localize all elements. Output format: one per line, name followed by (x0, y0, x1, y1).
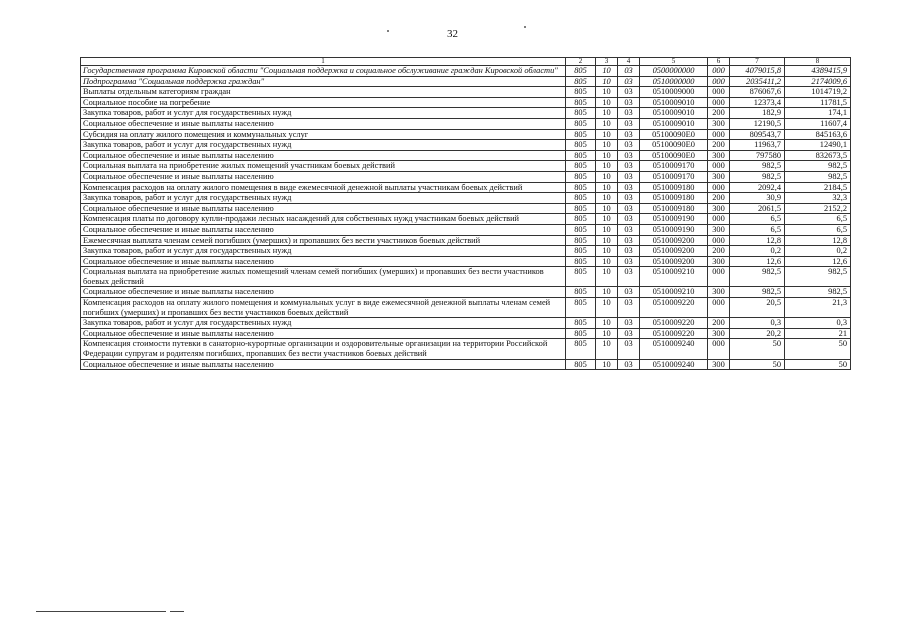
row-cell-c6: 000 (708, 161, 730, 172)
row-cell-c5: 0510009180 (640, 182, 708, 193)
row-cell-c8: 174,1 (785, 108, 851, 119)
row-cell-c2: 805 (566, 108, 596, 119)
row-cell-c5: 0510009240 (640, 339, 708, 359)
row-cell-c2: 805 (566, 256, 596, 267)
row-cell-c7: 12373,4 (730, 97, 785, 108)
table-row (81, 87, 851, 98)
row-cell-c4: 03 (618, 182, 640, 193)
row-cell-c5: 0510009210 (640, 267, 708, 287)
row-cell-c2: 805 (566, 214, 596, 225)
row-cell-c6: 000 (708, 66, 730, 77)
row-name: Социальное обеспечение и иные выплаты населению (81, 256, 566, 267)
row-cell-c6: 200 (708, 140, 730, 151)
row-name: Закупка товаров, работ и услуг для государственных нужд (81, 193, 566, 204)
row-cell-c7: 30,9 (730, 193, 785, 204)
row-cell-c5: 0510009010 (640, 108, 708, 119)
row-cell-c2: 805 (566, 339, 596, 359)
row-cell-c7: 2092,4 (730, 182, 785, 193)
row-cell-c3: 10 (596, 171, 618, 182)
row-cell-c3: 10 (596, 108, 618, 119)
table-row (81, 193, 851, 204)
row-cell-c8: 982,5 (785, 171, 851, 182)
row-cell-c2: 805 (566, 328, 596, 339)
row-name: Компенсация расходов на оплату жилого помещения в виде ежемесячной денежной выплаты участникам боевых действий (81, 182, 566, 193)
row-cell-c8: 11607,4 (785, 118, 851, 129)
row-cell-c3: 10 (596, 224, 618, 235)
header-row (81, 58, 851, 66)
page-number: 32 (447, 28, 458, 40)
row-cell-c6: 300 (708, 118, 730, 129)
row-name: Компенсация стоимости путевки в санаторно-курортные организации и оздоровительные организации на территории Российской Федерации супругам и родителям погибших, пропавших без вести участников боевых действий (81, 339, 566, 359)
row-cell-c7: 2035411,2 (730, 76, 785, 87)
row-cell-c3: 10 (596, 235, 618, 246)
table-row (81, 129, 851, 140)
row-cell-c3: 10 (596, 140, 618, 151)
row-cell-c5: 0510009240 (640, 359, 708, 370)
row-name: Социальное обеспечение и иные выплаты населению (81, 203, 566, 214)
row-cell-c8: 4389415,9 (785, 66, 851, 77)
row-cell-c7: 982,5 (730, 161, 785, 172)
row-cell-c6: 300 (708, 150, 730, 161)
row-name: Компенсация платы по договору купли-продажи лесных насаждений для собственных нужд участникам боевых действий (81, 214, 566, 225)
row-cell-c8: 50 (785, 339, 851, 359)
table-row (81, 161, 851, 172)
row-cell-c8: 982,5 (785, 161, 851, 172)
row-name: Закупка товаров, работ и услуг для государственных нужд (81, 140, 566, 151)
row-cell-c5: 0500000000 (640, 66, 708, 77)
header-col-4: 4 (618, 58, 640, 66)
row-cell-c2: 805 (566, 267, 596, 287)
row-cell-c7: 50 (730, 339, 785, 359)
row-cell-c4: 03 (618, 76, 640, 87)
row-cell-c4: 03 (618, 118, 640, 129)
header-col-3: 3 (596, 58, 618, 66)
row-cell-c2: 805 (566, 129, 596, 140)
table-row (81, 171, 851, 182)
table-row (81, 287, 851, 298)
row-name: Государственная программа Кировской области "Социальная поддержка и социальное обслуживание граждан Кировской области" (81, 66, 566, 77)
row-name: Закупка товаров, работ и услуг для государственных нужд (81, 246, 566, 257)
row-cell-c8: 32,3 (785, 193, 851, 204)
row-name: Социальная выплата на приобретение жилых помещений членам семей погибших (умерших) и пропавших без вести участников боевых действий (81, 267, 566, 287)
row-cell-c4: 03 (618, 224, 640, 235)
row-cell-c2: 805 (566, 235, 596, 246)
row-cell-c3: 10 (596, 328, 618, 339)
row-cell-c8: 0,3 (785, 318, 851, 329)
row-cell-c7: 6,5 (730, 224, 785, 235)
row-cell-c5: 0510009220 (640, 318, 708, 329)
row-cell-c5: 0510000000 (640, 76, 708, 87)
row-cell-c5: 0510009190 (640, 214, 708, 225)
row-cell-c3: 10 (596, 287, 618, 298)
scan-mark (524, 26, 526, 28)
row-cell-c2: 805 (566, 182, 596, 193)
row-cell-c7: 50 (730, 359, 785, 370)
row-cell-c4: 03 (618, 359, 640, 370)
table-row (81, 267, 851, 287)
row-cell-c6: 200 (708, 318, 730, 329)
row-cell-c7: 2061,5 (730, 203, 785, 214)
row-cell-c5: 0510009170 (640, 161, 708, 172)
row-cell-c6: 300 (708, 287, 730, 298)
table-row (81, 224, 851, 235)
row-cell-c3: 10 (596, 118, 618, 129)
row-cell-c8: 982,5 (785, 287, 851, 298)
row-cell-c3: 10 (596, 298, 618, 318)
row-cell-c7: 982,5 (730, 267, 785, 287)
table-row (81, 235, 851, 246)
row-cell-c4: 03 (618, 66, 640, 77)
row-name: Социальное обеспечение и иные выплаты населению (81, 224, 566, 235)
header-col-1: 1 (81, 58, 566, 66)
footer-rule (36, 611, 166, 612)
row-cell-c2: 805 (566, 161, 596, 172)
row-cell-c7: 876067,6 (730, 87, 785, 98)
row-cell-c4: 03 (618, 108, 640, 119)
row-cell-c2: 805 (566, 171, 596, 182)
row-cell-c7: 20,2 (730, 328, 785, 339)
row-cell-c6: 000 (708, 235, 730, 246)
row-cell-c7: 982,5 (730, 171, 785, 182)
row-cell-c7: 11963,7 (730, 140, 785, 151)
row-cell-c8: 21,3 (785, 298, 851, 318)
row-cell-c5: 0510009220 (640, 298, 708, 318)
row-cell-c2: 805 (566, 318, 596, 329)
row-cell-c4: 03 (618, 287, 640, 298)
row-cell-c3: 10 (596, 97, 618, 108)
row-cell-c4: 03 (618, 256, 640, 267)
row-cell-c3: 10 (596, 318, 618, 329)
row-name: Социальное пособие на погребение (81, 97, 566, 108)
header-col-5: 5 (640, 58, 708, 66)
row-cell-c7: 0,3 (730, 318, 785, 329)
row-cell-c3: 10 (596, 161, 618, 172)
row-cell-c2: 805 (566, 76, 596, 87)
row-cell-c7: 982,5 (730, 287, 785, 298)
table-row (81, 118, 851, 129)
row-cell-c5: 0510009180 (640, 193, 708, 204)
row-name: Закупка товаров, работ и услуг для государственных нужд (81, 108, 566, 119)
row-cell-c6: 000 (708, 76, 730, 87)
row-cell-c3: 10 (596, 339, 618, 359)
row-cell-c5: 0510009200 (640, 235, 708, 246)
row-name: Компенсация расходов на оплату жилого помещения и коммунальных услуг в виде ежемесячной денежной выплаты членам семей погибших (умерших) и пропавших без вести участников боевых действий (81, 298, 566, 318)
table-header (81, 58, 851, 66)
header-col-8: 8 (785, 58, 851, 66)
row-cell-c2: 805 (566, 193, 596, 204)
table-row (81, 328, 851, 339)
table-row (81, 256, 851, 267)
row-cell-c8: 11781,5 (785, 97, 851, 108)
row-cell-c3: 10 (596, 256, 618, 267)
row-cell-c5: 0510009010 (640, 97, 708, 108)
row-cell-c8: 2184,5 (785, 182, 851, 193)
row-name: Социальное обеспечение и иные выплаты населению (81, 328, 566, 339)
row-cell-c2: 805 (566, 359, 596, 370)
row-cell-c2: 805 (566, 246, 596, 257)
row-cell-c4: 03 (618, 140, 640, 151)
row-cell-c2: 805 (566, 150, 596, 161)
row-cell-c8: 6,5 (785, 224, 851, 235)
row-cell-c5: 0510009220 (640, 328, 708, 339)
row-cell-c6: 300 (708, 256, 730, 267)
row-cell-c7: 0,2 (730, 246, 785, 257)
row-cell-c5: 0510009200 (640, 256, 708, 267)
table-row (81, 140, 851, 151)
row-cell-c8: 12,8 (785, 235, 851, 246)
table-row (81, 182, 851, 193)
budget-table (80, 57, 851, 370)
row-cell-c3: 10 (596, 66, 618, 77)
row-cell-c5: 0510009210 (640, 287, 708, 298)
row-cell-c8: 21 (785, 328, 851, 339)
row-cell-c6: 200 (708, 246, 730, 257)
row-cell-c5: 05100090Е0 (640, 140, 708, 151)
row-cell-c7: 20,5 (730, 298, 785, 318)
row-name: Социальное обеспечение и иные выплаты населению (81, 171, 566, 182)
header-col-6: 6 (708, 58, 730, 66)
row-cell-c3: 10 (596, 359, 618, 370)
row-cell-c7: 182,9 (730, 108, 785, 119)
row-name: Социальное обеспечение и иные выплаты населению (81, 118, 566, 129)
row-cell-c4: 03 (618, 193, 640, 204)
row-cell-c8: 6,5 (785, 214, 851, 225)
row-cell-c8: 845163,6 (785, 129, 851, 140)
row-cell-c6: 000 (708, 339, 730, 359)
row-cell-c8: 832673,5 (785, 150, 851, 161)
row-cell-c3: 10 (596, 246, 618, 257)
row-cell-c4: 03 (618, 171, 640, 182)
row-cell-c4: 03 (618, 339, 640, 359)
row-cell-c8: 50 (785, 359, 851, 370)
row-cell-c6: 000 (708, 87, 730, 98)
row-name: Социальное обеспечение и иные выплаты населению (81, 150, 566, 161)
row-cell-c6: 000 (708, 214, 730, 225)
row-cell-c4: 03 (618, 203, 640, 214)
table-row (81, 66, 851, 77)
row-cell-c4: 03 (618, 150, 640, 161)
row-cell-c7: 12,8 (730, 235, 785, 246)
row-cell-c2: 805 (566, 298, 596, 318)
row-cell-c8: 982,5 (785, 267, 851, 287)
row-cell-c7: 809543,7 (730, 129, 785, 140)
row-cell-c6: 000 (708, 267, 730, 287)
header-col-7: 7 (730, 58, 785, 66)
row-cell-c3: 10 (596, 203, 618, 214)
row-name: Субсидия на оплату жилого помещения и коммунальных услуг (81, 129, 566, 140)
row-cell-c6: 300 (708, 359, 730, 370)
row-cell-c4: 03 (618, 129, 640, 140)
row-cell-c5: 0510009000 (640, 87, 708, 98)
table-row (81, 76, 851, 87)
row-cell-c5: 0510009190 (640, 224, 708, 235)
row-name: Социальная выплата на приобретение жилых помещений участникам боевых действий (81, 161, 566, 172)
row-cell-c5: 0510009170 (640, 171, 708, 182)
table-row (81, 246, 851, 257)
row-cell-c8: 2174009,6 (785, 76, 851, 87)
row-cell-c6: 300 (708, 171, 730, 182)
row-cell-c6: 200 (708, 193, 730, 204)
row-cell-c3: 10 (596, 193, 618, 204)
row-name: Социальное обеспечение и иные выплаты населению (81, 287, 566, 298)
row-cell-c4: 03 (618, 87, 640, 98)
row-cell-c4: 03 (618, 161, 640, 172)
row-cell-c6: 300 (708, 203, 730, 214)
budget-table-container (80, 57, 850, 370)
row-cell-c4: 03 (618, 97, 640, 108)
table-body (81, 66, 851, 370)
row-cell-c2: 805 (566, 203, 596, 214)
row-cell-c4: 03 (618, 235, 640, 246)
row-name: Ежемесячная выплата членам семей погибших (умерших) и пропавших без вести участников боевых действий (81, 235, 566, 246)
row-cell-c3: 10 (596, 87, 618, 98)
row-name: Социальное обеспечение и иные выплаты населению (81, 359, 566, 370)
row-cell-c6: 000 (708, 182, 730, 193)
row-cell-c3: 10 (596, 267, 618, 287)
row-cell-c3: 10 (596, 214, 618, 225)
row-cell-c7: 797580 (730, 150, 785, 161)
row-cell-c4: 03 (618, 267, 640, 287)
row-cell-c2: 805 (566, 66, 596, 77)
row-cell-c4: 03 (618, 328, 640, 339)
row-cell-c8: 12,6 (785, 256, 851, 267)
row-cell-c2: 805 (566, 140, 596, 151)
row-cell-c3: 10 (596, 182, 618, 193)
row-cell-c8: 0,2 (785, 246, 851, 257)
table-row (81, 318, 851, 329)
row-cell-c6: 000 (708, 97, 730, 108)
row-cell-c4: 03 (618, 214, 640, 225)
scan-mark (387, 30, 389, 32)
row-cell-c5: 0510009180 (640, 203, 708, 214)
table-row (81, 339, 851, 359)
row-cell-c6: 300 (708, 328, 730, 339)
table-row (81, 203, 851, 214)
row-cell-c4: 03 (618, 246, 640, 257)
row-cell-c5: 05100090Е0 (640, 150, 708, 161)
row-cell-c5: 05100090Е0 (640, 129, 708, 140)
table-row (81, 214, 851, 225)
row-cell-c2: 805 (566, 287, 596, 298)
row-cell-c4: 03 (618, 318, 640, 329)
row-cell-c2: 805 (566, 87, 596, 98)
row-cell-c2: 805 (566, 97, 596, 108)
row-cell-c3: 10 (596, 76, 618, 87)
row-cell-c7: 6,5 (730, 214, 785, 225)
row-cell-c7: 4079015,8 (730, 66, 785, 77)
header-col-2: 2 (566, 58, 596, 66)
row-cell-c8: 2152,2 (785, 203, 851, 214)
row-cell-c2: 805 (566, 224, 596, 235)
row-name: Выплаты отдельным категориям граждан (81, 87, 566, 98)
row-cell-c6: 300 (708, 224, 730, 235)
row-cell-c8: 1014719,2 (785, 87, 851, 98)
row-cell-c3: 10 (596, 129, 618, 140)
row-cell-c4: 03 (618, 298, 640, 318)
row-cell-c5: 0510009200 (640, 246, 708, 257)
table-row (81, 108, 851, 119)
row-cell-c6: 200 (708, 108, 730, 119)
row-name: Подпрограмма "Социальная поддержка граждан" (81, 76, 566, 87)
row-cell-c8: 12490,1 (785, 140, 851, 151)
table-row (81, 150, 851, 161)
row-cell-c7: 12190,5 (730, 118, 785, 129)
table-row (81, 97, 851, 108)
table-row (81, 298, 851, 318)
row-cell-c3: 10 (596, 150, 618, 161)
footer-rule (170, 611, 184, 612)
row-cell-c5: 0510009010 (640, 118, 708, 129)
row-cell-c7: 12,6 (730, 256, 785, 267)
row-cell-c6: 000 (708, 298, 730, 318)
row-cell-c6: 000 (708, 129, 730, 140)
row-cell-c2: 805 (566, 118, 596, 129)
row-name: Закупка товаров, работ и услуг для государственных нужд (81, 318, 566, 329)
table-row (81, 359, 851, 370)
